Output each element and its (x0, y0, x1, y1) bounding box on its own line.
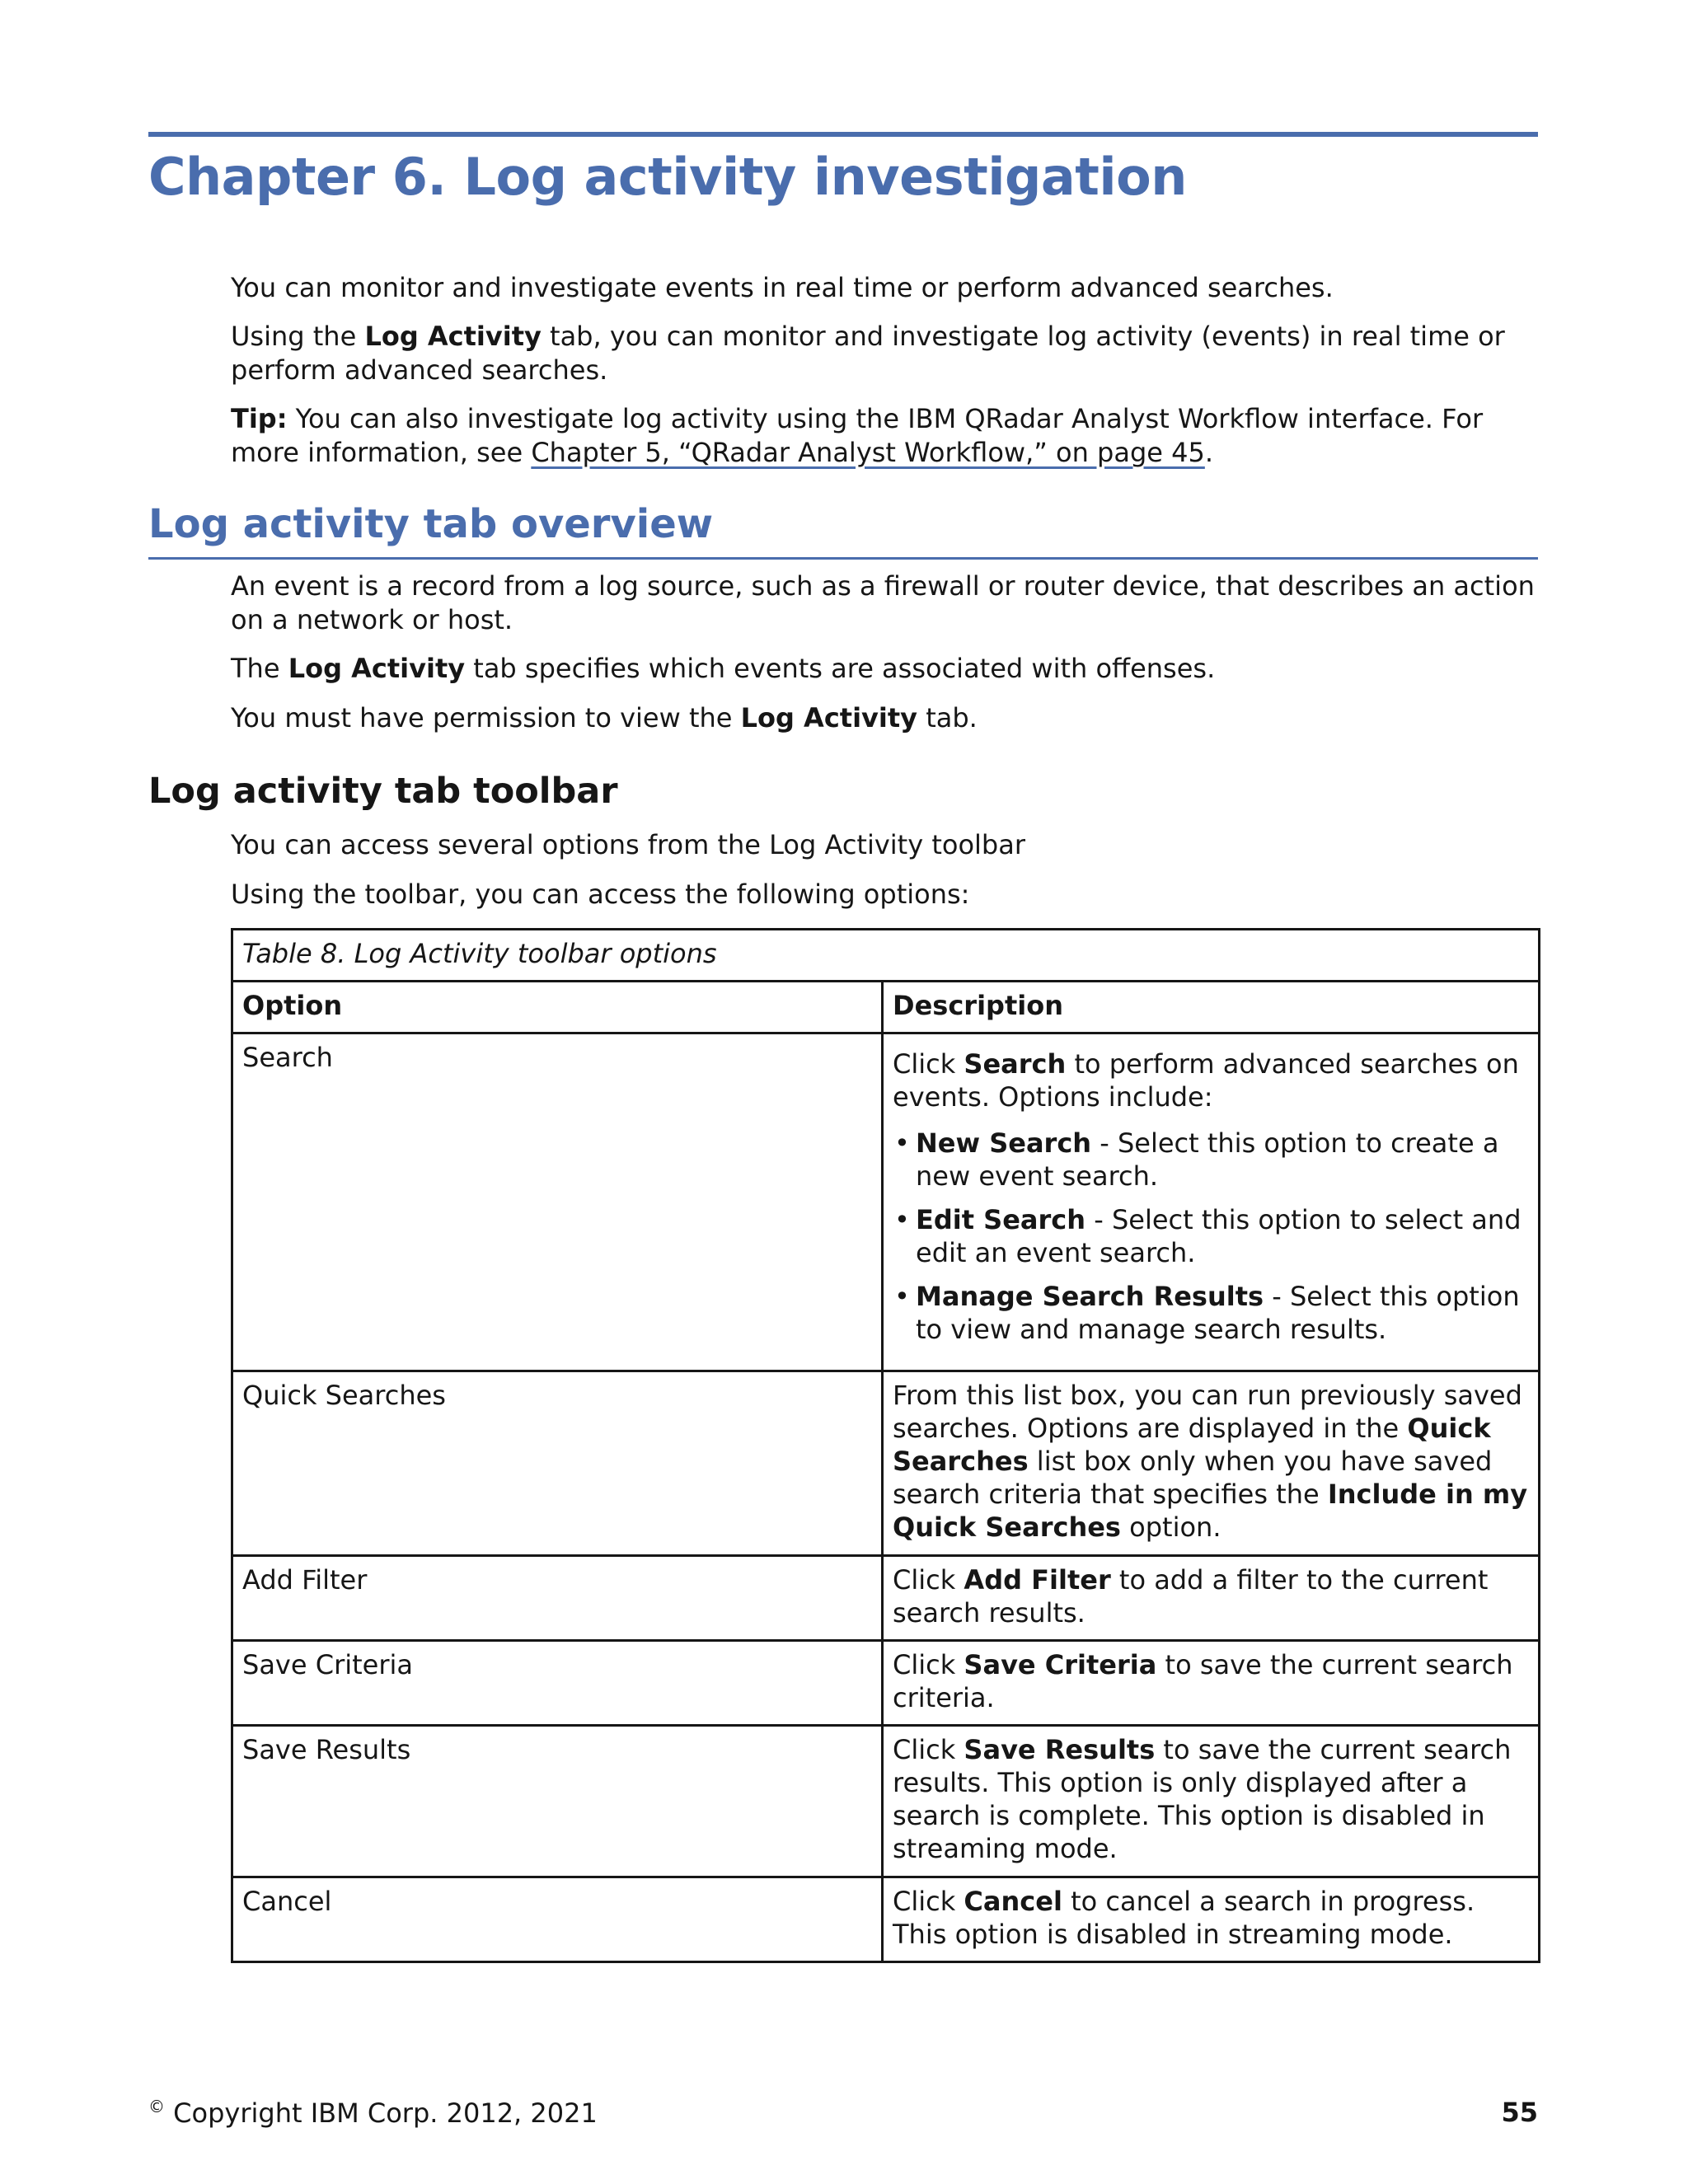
chapter-5-link[interactable]: Chapter 5, “QRadar Analyst Workflow,” on page 45 (531, 437, 1205, 468)
table-row (232, 1371, 1540, 1556)
option-cell: Quick Searches (232, 1371, 883, 1556)
desc-text: Click (893, 1564, 964, 1596)
desc-bold: Save Criteria (964, 1649, 1157, 1680)
desc-text: Click (893, 1886, 964, 1917)
description-cell (883, 1371, 1540, 1556)
tip-text: You can also investigate log activity using the IBM QRadar Analyst Workflow interface. For more information, see (231, 403, 1484, 468)
para-text: Using the (231, 321, 365, 352)
copyright-text: Copyright IBM Corp. 2012, 2021 (165, 2097, 598, 2129)
table-caption-row (232, 930, 1540, 982)
list-item-text: - Select this option to select and edit an event search. (916, 1204, 1522, 1268)
para-text: You must have permission to view the (231, 702, 741, 733)
desc-bold: Cancel (964, 1886, 1062, 1917)
description-cell (883, 1033, 1540, 1371)
chapter-intro-text: You can monitor and investigate events in real time or perform advanced searches. (231, 272, 1334, 303)
table-row (232, 1033, 1540, 1371)
table-row (232, 1726, 1540, 1877)
chapter-intro (231, 271, 1538, 305)
para-bold: Log Activity (364, 321, 542, 352)
footer-copyright (148, 2097, 598, 2129)
section-paragraph-2 (231, 652, 1538, 686)
description-cell (883, 1877, 1540, 1962)
table-header-row (232, 982, 1540, 1033)
desc-text: Click (893, 1734, 964, 1765)
desc-text: to cancel a search in progress. This option is disabled in streaming mode. (893, 1886, 1475, 1950)
desc-text: From this list box, you can run previously saved searches. Options are displayed in the (893, 1380, 1522, 1444)
option-cell: Add Filter (232, 1556, 883, 1641)
desc-bold: Add Filter (964, 1564, 1111, 1596)
para-text: tab, you can monitor and investigate log activity (events) in real time or perform advanced searches. (231, 321, 1505, 386)
desc-text: to add a filter to the current search results. (893, 1564, 1489, 1629)
table-row (232, 1641, 1540, 1726)
option-column-header: Option (232, 982, 883, 1033)
list-item-text: - Select this option to create a new event search. (916, 1127, 1499, 1192)
section-paragraph-1 (231, 569, 1538, 637)
subsection-title: Log activity tab toolbar (148, 771, 618, 812)
description-column-header: Description (883, 982, 1540, 1033)
option-cell: Search (232, 1033, 883, 1371)
subsection-text: You can access several options from the Log Activity toolbar (231, 829, 1025, 860)
option-cell: Save Criteria (232, 1641, 883, 1726)
tip-label: Tip: (231, 403, 288, 434)
table-caption: Table 8. Log Activity toolbar options (232, 930, 1540, 982)
toolbar-options-table (231, 928, 1540, 1963)
option-cell: Save Results (232, 1726, 883, 1877)
desc-text: Click (893, 1649, 964, 1680)
description-cell (883, 1726, 1540, 1877)
list-item (916, 1203, 1530, 1269)
desc-text: to save the current search criteria. (893, 1649, 1513, 1713)
tip-note (231, 402, 1538, 470)
para-bold: Log Activity (288, 653, 466, 684)
para-text: tab specifies which events are associated with offenses. (465, 653, 1216, 684)
page-number: 55 (1501, 2097, 1538, 2128)
description-cell (883, 1556, 1540, 1641)
chapter-title: Chapter 6. Log activity investigation (148, 147, 1187, 207)
section-rule (148, 557, 1538, 560)
desc-text: to save the current search results. This option is only displayed after a search is complete. This option is disabled in streaming mode. (893, 1734, 1512, 1864)
desc-text: to perform advanced searches on events. Options include: (893, 1048, 1519, 1113)
desc-bold: Save Results (964, 1734, 1156, 1765)
list-item-bold: New Search (916, 1127, 1092, 1159)
option-cell: Cancel (232, 1877, 883, 1962)
para-text: The (231, 653, 288, 684)
tip-end: . (1204, 437, 1214, 468)
list-item (916, 1127, 1530, 1193)
desc-bold: Search (964, 1048, 1067, 1080)
chapter-paragraph (231, 320, 1538, 387)
subsection-text: Using the toolbar, you can access the following options: (231, 879, 970, 910)
subsection-paragraph-1 (231, 828, 1538, 862)
list-item-text: - Select this option to view and manage search results. (916, 1281, 1520, 1345)
para-text: tab. (917, 702, 978, 733)
para-bold: Log Activity (740, 702, 918, 733)
desc-text: list box only when you have saved search criteria that specifies the (893, 1446, 1493, 1510)
desc-text: Click (893, 1048, 964, 1080)
desc-bold: Include in my Quick Searches (893, 1479, 1528, 1543)
list-item-bold: Manage Search Results (916, 1281, 1264, 1312)
subsection-paragraph-2 (231, 878, 1538, 912)
table-row (232, 1556, 1540, 1641)
search-options-list (893, 1127, 1530, 1346)
section-paragraph-3 (231, 701, 1538, 735)
desc-text: option. (1120, 1511, 1221, 1543)
section-text: An event is a record from a log source, such as a firewall or router device, that describes an action on a network or host. (231, 570, 1535, 635)
list-item (916, 1280, 1530, 1346)
list-item-bold: Edit Search (916, 1204, 1086, 1235)
desc-bold: Quick Searches (893, 1413, 1491, 1477)
table-row (232, 1877, 1540, 1962)
section-title: Log activity tab overview (148, 501, 714, 547)
copyright-symbol: © (148, 2097, 165, 2116)
chapter-rule (148, 132, 1538, 137)
description-cell (883, 1641, 1540, 1726)
